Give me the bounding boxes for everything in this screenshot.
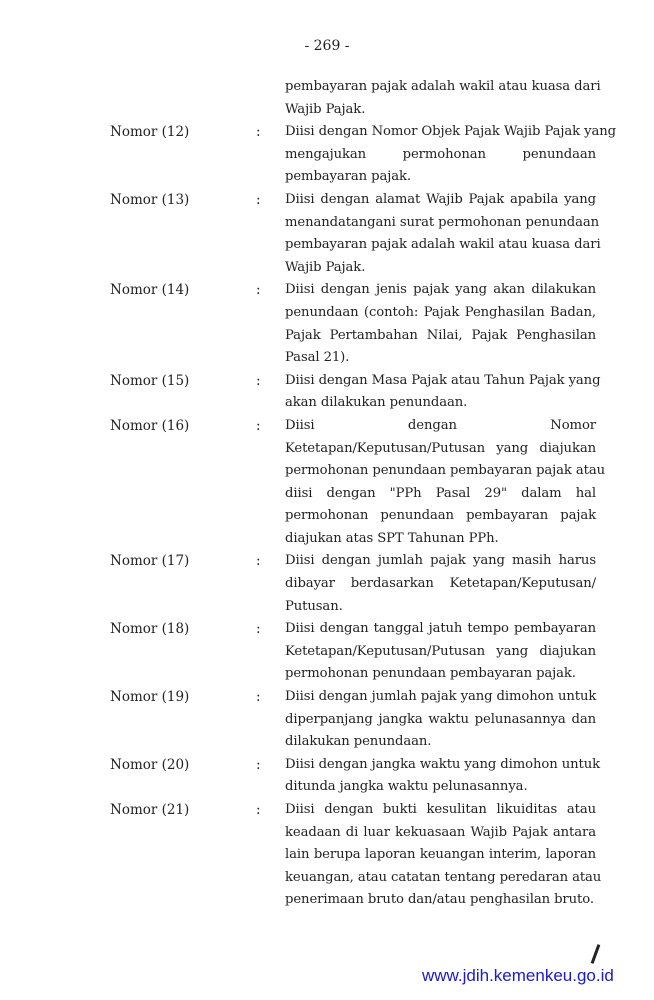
definition-entry: [0, 799, 654, 912]
entry-description: [285, 754, 601, 799]
entry-description: [285, 415, 606, 551]
description-line: Diisi dengan tanggal jatuh tempo pembayaran: [285, 621, 596, 637]
definition-entry: [0, 370, 654, 415]
definition-entry: [0, 686, 654, 754]
entry-label: Nomor (20): [110, 756, 190, 773]
entry-label: Nomor (12): [110, 124, 190, 141]
description-line: mengajukan permohonan penundaan: [285, 146, 596, 162]
definition-entry: [0, 618, 654, 686]
description-line: Pajak Pertambahan Nilai, Pajak Penghasilan: [285, 327, 596, 343]
description-line: Diisi dengan Nomor: [285, 417, 596, 433]
description-line: diajukan atas SPT Tahunan PPh.: [285, 530, 499, 546]
entry-label: Nomor (17): [110, 553, 190, 570]
description-line: lain berupa laporan keuangan interim, laporan: [285, 847, 596, 863]
entry-description: [285, 121, 616, 189]
definition-entry: [0, 754, 654, 799]
entry-label: Nomor (18): [110, 621, 190, 638]
entry-colon: :: [256, 689, 261, 706]
entry-colon: :: [256, 553, 261, 570]
description-line: Diisi dengan Nomor Objek Pajak Wajib Pajak yang: [285, 124, 616, 140]
entry-label: Nomor (19): [110, 689, 190, 706]
page-number: - 269 -: [304, 38, 350, 54]
description-line: akan dilakukan penundaan.: [285, 395, 468, 411]
entry-colon: :: [256, 282, 261, 299]
entry-description: [285, 279, 596, 369]
definition-entry: [0, 189, 654, 279]
entry-description: [285, 618, 596, 686]
description-line: penerimaan bruto dan/atau penghasilan bruto.: [285, 892, 594, 908]
description-line: dilakukan penundaan.: [285, 734, 432, 750]
description-line: Wajib Pajak.: [285, 101, 366, 117]
description-line: Diisi dengan jumlah pajak yang masih harus: [285, 553, 596, 569]
entry-label: Nomor (21): [110, 802, 190, 818]
entry-label: Nomor (15): [110, 372, 190, 389]
entry-description: [285, 189, 601, 279]
description-line: Diisi dengan Masa Pajak atau Tahun Pajak yang: [285, 372, 601, 388]
description-line: permohonan penundaan pembayaran pajak.: [285, 666, 576, 682]
entry-colon: :: [256, 124, 261, 141]
description-line: dibayar berdasarkan Ketetapan/Keputusan/: [285, 576, 596, 592]
definition-entry: [0, 550, 654, 618]
description-line: Diisi dengan jenis pajak yang akan dilakukan: [285, 282, 596, 298]
description-line: pembayaran pajak adalah wakil atau kuasa dari: [285, 79, 601, 94]
description-line: Pasal 21).: [285, 350, 350, 366]
description-line: diperpanjang jangka waktu pelunasannya dan: [285, 711, 596, 727]
paraf-mark: [591, 944, 601, 964]
description-line: keuangan, atau catatan tentang peredaran atau: [285, 869, 602, 885]
description-line: ditunda jangka waktu pelunasannya.: [285, 779, 528, 795]
description-line: penundaan (contoh: Pajak Penghasilan Badan,: [285, 304, 596, 320]
description-line: keadaan di luar kekuasaan Wajib Pajak antara: [285, 824, 596, 840]
definition-entry: [0, 415, 654, 551]
entry-description: [285, 686, 596, 754]
description-line: Diisi dengan jangka waktu yang dimohon untuk: [285, 756, 601, 772]
description-line: Diisi dengan jumlah pajak yang dimohon untuk: [285, 689, 597, 705]
entry-label: Nomor (16): [110, 417, 190, 434]
entry-colon: :: [256, 756, 261, 773]
description-line: Wajib Pajak.: [285, 259, 366, 275]
entry-description: [285, 550, 596, 618]
entry-colon: :: [256, 417, 261, 434]
entry-description: [285, 76, 601, 121]
document-body: [0, 76, 654, 912]
description-line: Putusan.: [285, 598, 343, 614]
definition-entry: [0, 279, 654, 369]
entry-colon: :: [256, 621, 261, 638]
description-line: permohonan penundaan pembayaran pajak atau: [285, 463, 606, 479]
description-line: Diisi dengan alamat Wajib Pajak apabila yang: [285, 191, 596, 207]
description-line: diisi dengan "PPh Pasal 29" dalam hal: [285, 485, 596, 501]
entry-description: [285, 370, 601, 415]
definition-entry: [0, 76, 654, 121]
entry-description: [285, 799, 602, 912]
entry-colon: :: [256, 372, 261, 389]
entry-colon: :: [256, 191, 261, 208]
description-line: Ketetapan/Keputusan/Putusan yang diajukan: [285, 440, 596, 456]
description-line: pembayaran pajak adalah wakil atau kuasa dari: [285, 237, 601, 253]
entry-label: Nomor (14): [110, 282, 190, 299]
description-line: pembayaran pajak.: [285, 169, 411, 185]
description-line: Diisi dengan bukti kesulitan likuiditas atau: [285, 802, 596, 817]
description-line: menandatangani surat permohonan penundaan: [285, 214, 599, 230]
definition-entry: [0, 121, 654, 189]
description-line: permohonan penundaan pembayaran pajak: [285, 508, 596, 524]
description-line: Ketetapan/Keputusan/Putusan yang diajukan: [285, 643, 596, 659]
entry-colon: :: [256, 802, 261, 818]
footer-url-link[interactable]: www.jdih.kemenkeu.go.id: [422, 966, 614, 985]
entry-label: Nomor (13): [110, 191, 190, 208]
